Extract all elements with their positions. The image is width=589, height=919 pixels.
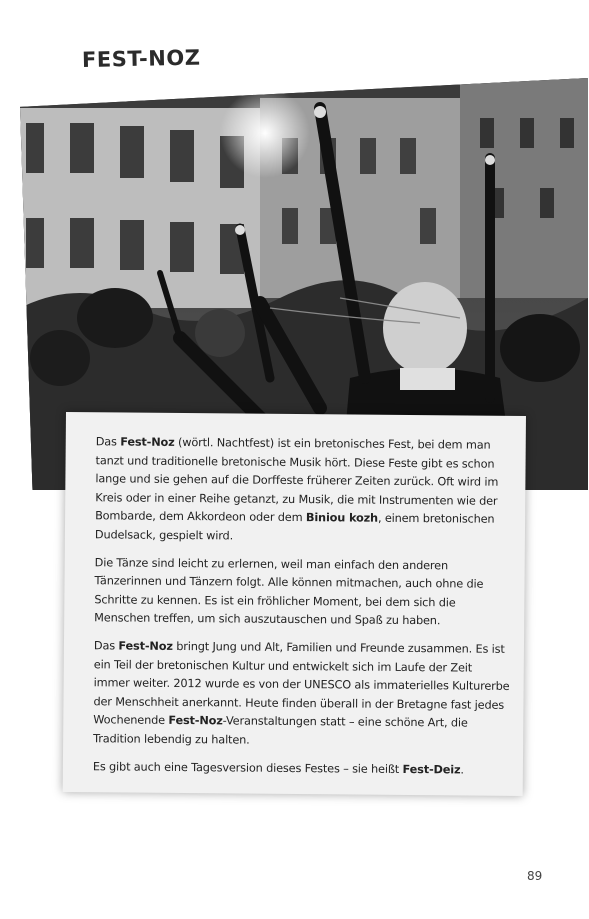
text-segment: -Veranstaltungen statt – eine schöne Art, die Tradition lebendig zu halten. <box>93 714 468 747</box>
bold-term: Fest-Deiz <box>402 762 461 776</box>
street-lamp-glow <box>220 88 310 178</box>
page-number: 89 <box>527 869 543 883</box>
building-right <box>460 78 588 298</box>
text-segment: . <box>460 762 464 776</box>
paragraph-3 <box>93 637 510 752</box>
page-title: FEST-NOZ <box>81 45 201 72</box>
text-segment: (wörtl. Nachtfest) ist ein bretonisches Fest, bei dem man tanzt und traditionelle bretonische Musik hört. Diese Feste gibt es schon lange und sie gehen auf die Dorffeste früherer Zeiten zurück. Oft wird im Kreis oder in einer Reihe getanzt, zu Musik, die mit Instrumenten wie der Bombarde, dem Akkordeon oder dem <box>95 435 499 525</box>
bold-term: Biniou kozh <box>305 511 379 526</box>
text-card <box>63 412 526 796</box>
paragraph-4 <box>93 758 509 780</box>
text-segment: Das <box>93 639 119 653</box>
text-segment: bringt Jung und Alt, Familien und Freunde zusammen. Es ist ein Teil der bretonischen Kultur und entwickelt sich im Laufe der Zeit immer weiter. 2012 wurde es von der UNESCO als immaterielles Kulturerbe der Menschheit anerkannt. Heute finden überall in der Bretagne fast jedes Wochenende <box>93 639 510 728</box>
bold-term: Fest-Noz <box>168 714 223 728</box>
bold-term: Fest-Noz <box>120 435 175 449</box>
bold-term: Fest-Noz <box>118 639 173 653</box>
text-segment: Das <box>95 435 121 449</box>
paragraph-1 <box>95 433 512 548</box>
text-segment: Die Tänze sind leicht zu erlernen, weil man einfach den anderen Tänzerinnen und Tänzern folgt. Alle können mitmachen, auch ohne die Schritte zu kennen. Es ist ein fröhlicher Moment, bei dem sich die Menschen treffen, um sich auszutauschen und Spaß zu haben. <box>94 555 484 628</box>
paragraph-2 <box>94 554 511 632</box>
text-segment: , einem bretonischen Dudelsack, gespielt wird. <box>94 512 495 543</box>
piper-head <box>383 282 467 374</box>
text-segment: Es gibt auch eine Tagesversion dieses Festes – sie heißt <box>92 759 403 776</box>
